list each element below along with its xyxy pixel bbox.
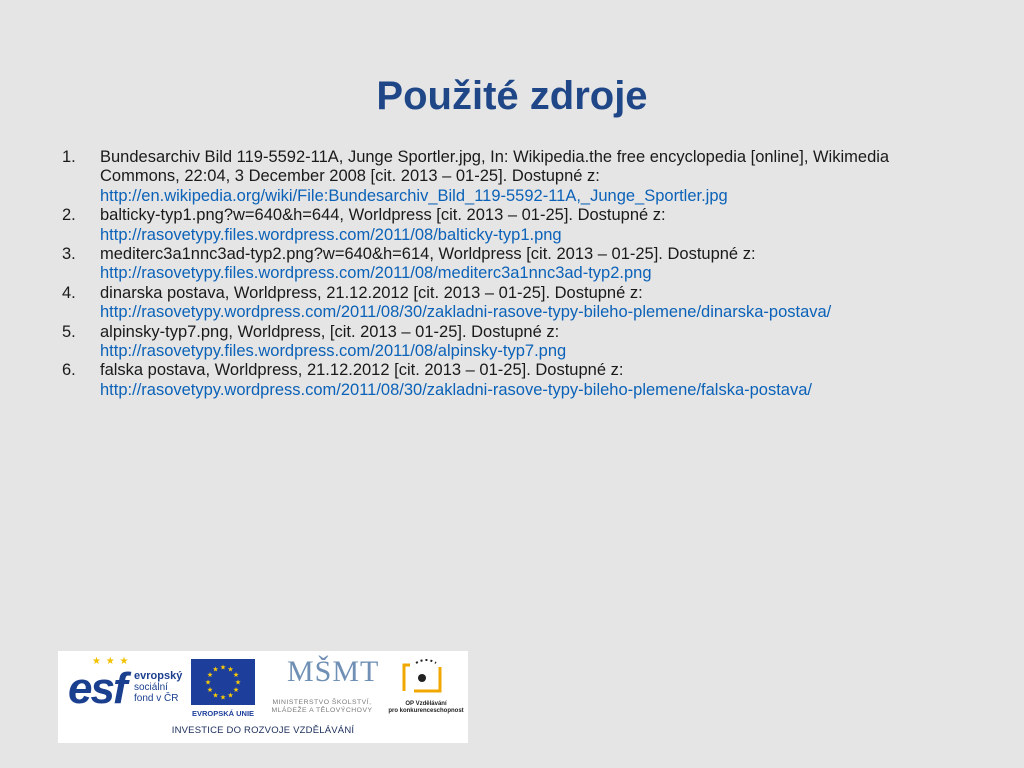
eu-star-icon: ★ — [219, 664, 227, 672]
esf-mark: esf — [68, 664, 126, 713]
reference-link[interactable]: http://rasovetypy.files.wordpress.com/2011/08/mediterc3a1nnc3ad-typ2.png — [100, 264, 652, 283]
eu-star-icon: ★ — [212, 692, 219, 700]
reference-link[interactable]: http://rasovetypy.files.wordpress.com/2011/08/alpinsky-typ7.png — [100, 342, 567, 361]
msmt-mark: MŠMT — [287, 655, 380, 688]
op-caption — [388, 701, 464, 715]
eu-stars-circle — [191, 659, 255, 705]
reference-link[interactable]: http://rasovetypy.wordpress.com/2011/08/30/zakladni-rasove-typy-bileho-plemene/dinarska-postava/ — [100, 303, 832, 322]
reference-number: 6. — [62, 361, 76, 380]
msmt-caption-line: MLÁDEŽE A TĚLOVÝCHOVY — [271, 707, 373, 714]
reference-link[interactable]: http://rasovetypy.wordpress.com/2011/08/30/zakladni-rasove-typy-bileho-plemene/falska-postava/ — [100, 380, 812, 399]
esf-caption — [134, 671, 182, 704]
eu-caption: EVROPSKÁ UNIE — [191, 709, 255, 718]
eu-star-icon: ★ — [219, 694, 227, 702]
reference-item — [62, 323, 942, 362]
eu-star-icon: ★ — [212, 666, 219, 674]
reference-item — [62, 245, 942, 284]
eu-star-icon: ★ — [204, 679, 212, 687]
op-logo — [388, 657, 464, 721]
slide-title: Použité zdroje — [376, 74, 648, 118]
eu-star-icon: ★ — [206, 687, 214, 694]
reference-text: alpinsky-typ7.png, Worldpress, [cit. 2013 – 01-25]. Dostupné z: — [100, 322, 560, 341]
reference-item — [62, 206, 942, 245]
reference-link[interactable]: http://en.wikipedia.org/wiki/File:Bundesarchiv_Bild_119-5592-11A,_Junge_Sportler.jpg — [100, 186, 728, 205]
reference-text: balticky-typ1.png?w=640&h=644, Worldpress [cit. 2013 – 01-25]. Dostupné z: — [100, 206, 666, 225]
eu-logo — [191, 659, 255, 731]
esf-caption-line: sociální — [134, 682, 168, 693]
eu-star-icon: ★ — [227, 692, 234, 700]
reference-link[interactable]: http://rasovetypy.files.wordpress.com/2011/08/balticky-typ1.png — [100, 225, 562, 244]
reference-number: 3. — [62, 245, 76, 264]
eu-star-icon: ★ — [232, 687, 240, 694]
eu-star-icon: ★ — [232, 672, 240, 679]
reference-text: mediterc3a1nnc3ad-typ2.png?w=640&h=614, Worldpress [cit. 2013 – 01-25]. Dostupné z: — [100, 245, 756, 264]
reference-text: Bundesarchiv Bild 119-5592-11A, Junge Sportler.jpg, In: Wikipedia.the free encyclopedia [online], Wikimedia Commons, 22:04, 3 December 2008 [cit. 2013 – 01-25]. Dostupné z: — [100, 148, 890, 186]
funding-logo-bar — [58, 651, 468, 743]
reference-item — [62, 361, 942, 400]
reference-number: 1. — [62, 148, 76, 166]
eu-star-icon: ★ — [206, 672, 214, 679]
logos-footer-text: INVESTICE DO ROZVOJE VZDĚLÁVÁNÍ — [171, 725, 355, 736]
esf-logo — [68, 656, 188, 717]
eu-flag-icon — [191, 659, 255, 705]
msmt-caption-line: MINISTERSTVO ŠKOLSTVÍ, — [272, 699, 372, 706]
op-mark-icon — [400, 657, 444, 695]
reference-number: 2. — [62, 206, 76, 225]
reference-number: 4. — [62, 283, 76, 302]
eu-star-icon: ★ — [234, 679, 242, 687]
msmt-logo — [263, 655, 380, 719]
reference-list — [62, 148, 942, 400]
reference-text: falska postava, Worldpress, 21.12.2012 [cit. 2013 – 01-25]. Dostupné z: — [100, 361, 624, 380]
esf-caption-line: evropský — [134, 670, 183, 682]
esf-caption-line: fond v ČR — [134, 693, 179, 704]
op-caption-line: pro konkurenceschopnost — [388, 708, 464, 714]
eu-star-icon: ★ — [227, 666, 234, 674]
reference-number: 5. — [62, 322, 76, 341]
op-caption-line: OP Vzdělávání — [405, 701, 447, 707]
msmt-caption — [263, 699, 381, 715]
reference-item — [62, 284, 942, 323]
reference-text: dinarska postava, Worldpress, 21.12.2012 [cit. 2013 – 01-25]. Dostupné z: — [100, 283, 643, 302]
reference-item — [62, 148, 942, 206]
esf-stars-icon: ★ ★ ★ — [92, 656, 130, 667]
